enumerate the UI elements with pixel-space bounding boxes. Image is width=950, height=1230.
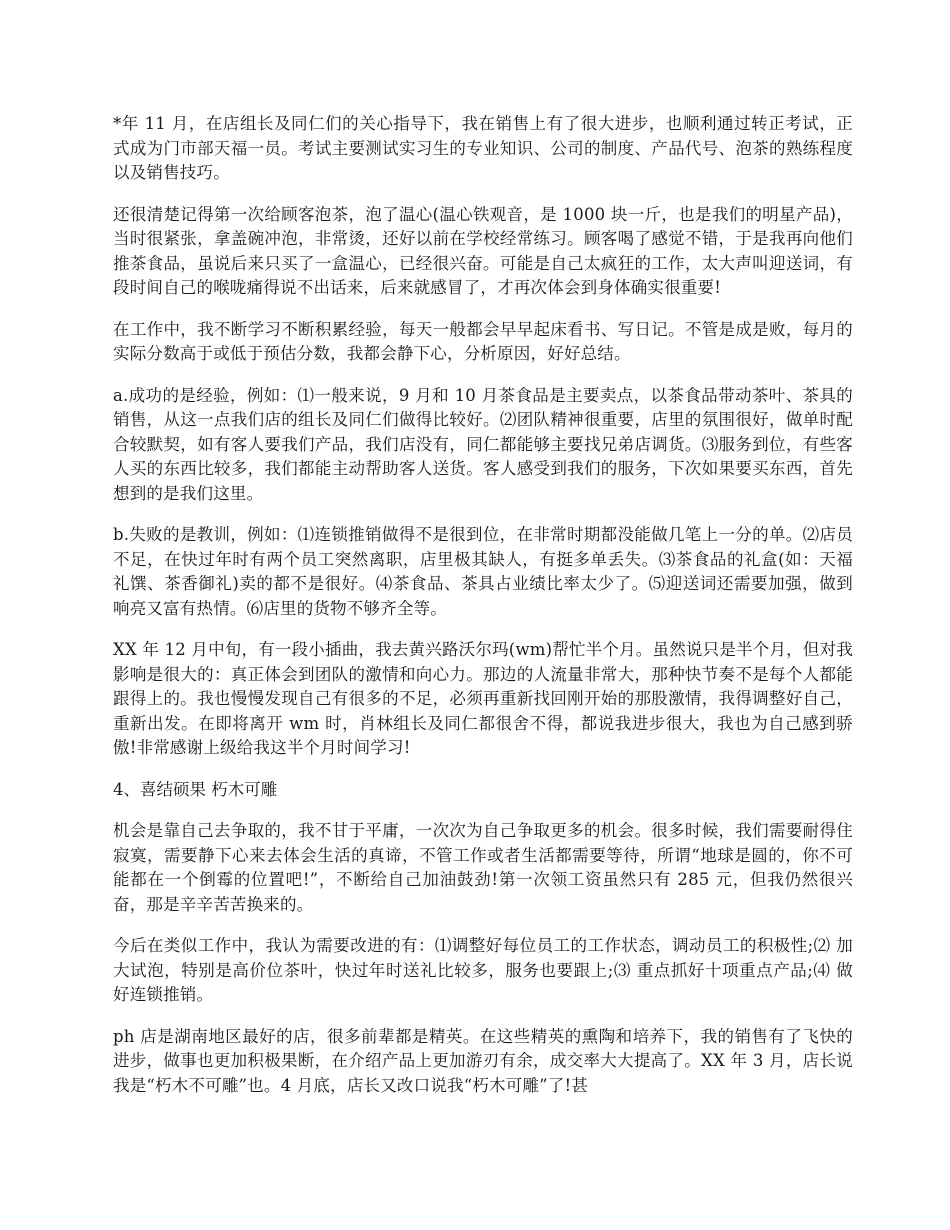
paragraph-failure-lessons: b.失败的是教训，例如：⑴连锁推销做得不是很到位，在非常时期都没能做几笔上一分的单。⑵店员不足，在快过年时有两个员工突然离职，店里极其缺人，有挺多单丢失。⑶茶食品的礼盒(如：天福礼馔、茶香御礼)卖的都不是很好。⑷茶食品、茶具占业绩比率太少了。⑸迎送词还需要加强，做到响亮又富有热情。⑹店里的货物不够齐全等。 [113,525,853,618]
paragraph-ph-store: ph 店是湖南地区最好的店，很多前辈都是精英。在这些精英的熏陶和培养下，我的销售有了飞快的进步，做事也更加积极果断，在介绍产品上更加游刃有余，成交率大大提高了。XX 年 3 月，店长说我是“朽木不可雕”也。4 月底，店长又改口说我“朽木可雕”了!甚 [113,1026,853,1095]
paragraph-probation: *年 11 月，在店组长及同仁们的关心指导下，我在销售上有了很大进步，也顺利通过转正考试，正式成为门市部天福一员。考试主要测试实习生的专业知识、公司的制度、产品代号、泡茶的熟练程度以及销售技巧。 [113,114,853,182]
paragraph-improvements: 今后在类似工作中，我认为需要改进的有：⑴调整好每位员工的工作状态，调动员工的积极性;⑵ 加大试泡，特别是高价位茶叶，快过年时送礼比较多，服务也要跟上;⑶ 重点抓好十项重点产品;⑷ 做好连锁推销。 [113,936,853,1004]
paragraph-learning: 在工作中，我不断学习不断积累经验，每天一般都会早早起床看书、写日记。不管是成是败，每月的实际分数高于或低于预估分数，我都会静下心，分析原因，好好总结。 [113,319,853,363]
paragraph-first-tea-serving: 还很清楚记得第一次给顾客泡茶，泡了温心(温心铁观音，是 1000 块一斤，也是我们的明星产品)，当时很紧张，拿盖碗冲泡，非常烫，还好以前在学校经常练习。顾客喝了感觉不错，于是我再向他们推茶食品，虽说后来只买了一盒温心，已经很兴奋。可能是自己太疯狂的工作，太大声叫迎送词，有段时间自己的喉咙痛得说不出话来，后来就感冒了，才再次体会到身体确实很重要! [113,204,853,297]
paragraph-walmart-episode: XX 年 12 月中旬，有一段小插曲，我去黄兴路沃尔玛(wm)帮忙半个月。虽然说只是半个月，但对我影响是很大的：真正体会到团队的激情和向心力。那边的人流量非常大，那种快节奏不是每个人都能跟得上的。我也慢慢发现自己有很多的不足，必须再重新找回刚开始的那股激情，我得调整好自己，重新出发。在即将离开 wm 时，肖林组长及同仁都很舍不得，都说我进步很大，我也为自己感到骄傲!非常感谢上级给我这半个月时间学习! [113,640,853,757]
section-heading: 4、喜结硕果 朽木可雕 [113,779,278,799]
paragraph-success-experience: a.成功的是经验，例如：⑴一般来说，9 月和 10 月茶食品是主要卖点，以茶食品带动茶叶、茶具的销售，从这一点我们店的组长及同仁们做得比较好。⑵团队精神很重要，店里的氛围很好，做单时配合较默契，如有客人要我们产品，我们店没有，同仁都能够主要找兄弟店调货。⑶服务到位，有些客人买的东西比较多，我们都能主动帮助客人送货。客人感受到我们的服务，下次如果要买东西，首先想到的是我们这里。 [113,385,853,503]
document-page [113,112,853,1115]
paragraph-opportunity: 机会是靠自己去争取的，我不甘于平庸，一次次为自己争取更多的机会。很多时候，我们需要耐得住寂寞，需要静下心来去体会生活的真谛，不管工作或者生活都需要等待，所谓“地球是圆的，你不可能都在一个倒霉的位置吧!”，不断给自己加油鼓劲!第一次领工资虽然只有 285 元，但我仍然很兴奋，那是辛辛苦苦换来的。 [113,821,853,914]
